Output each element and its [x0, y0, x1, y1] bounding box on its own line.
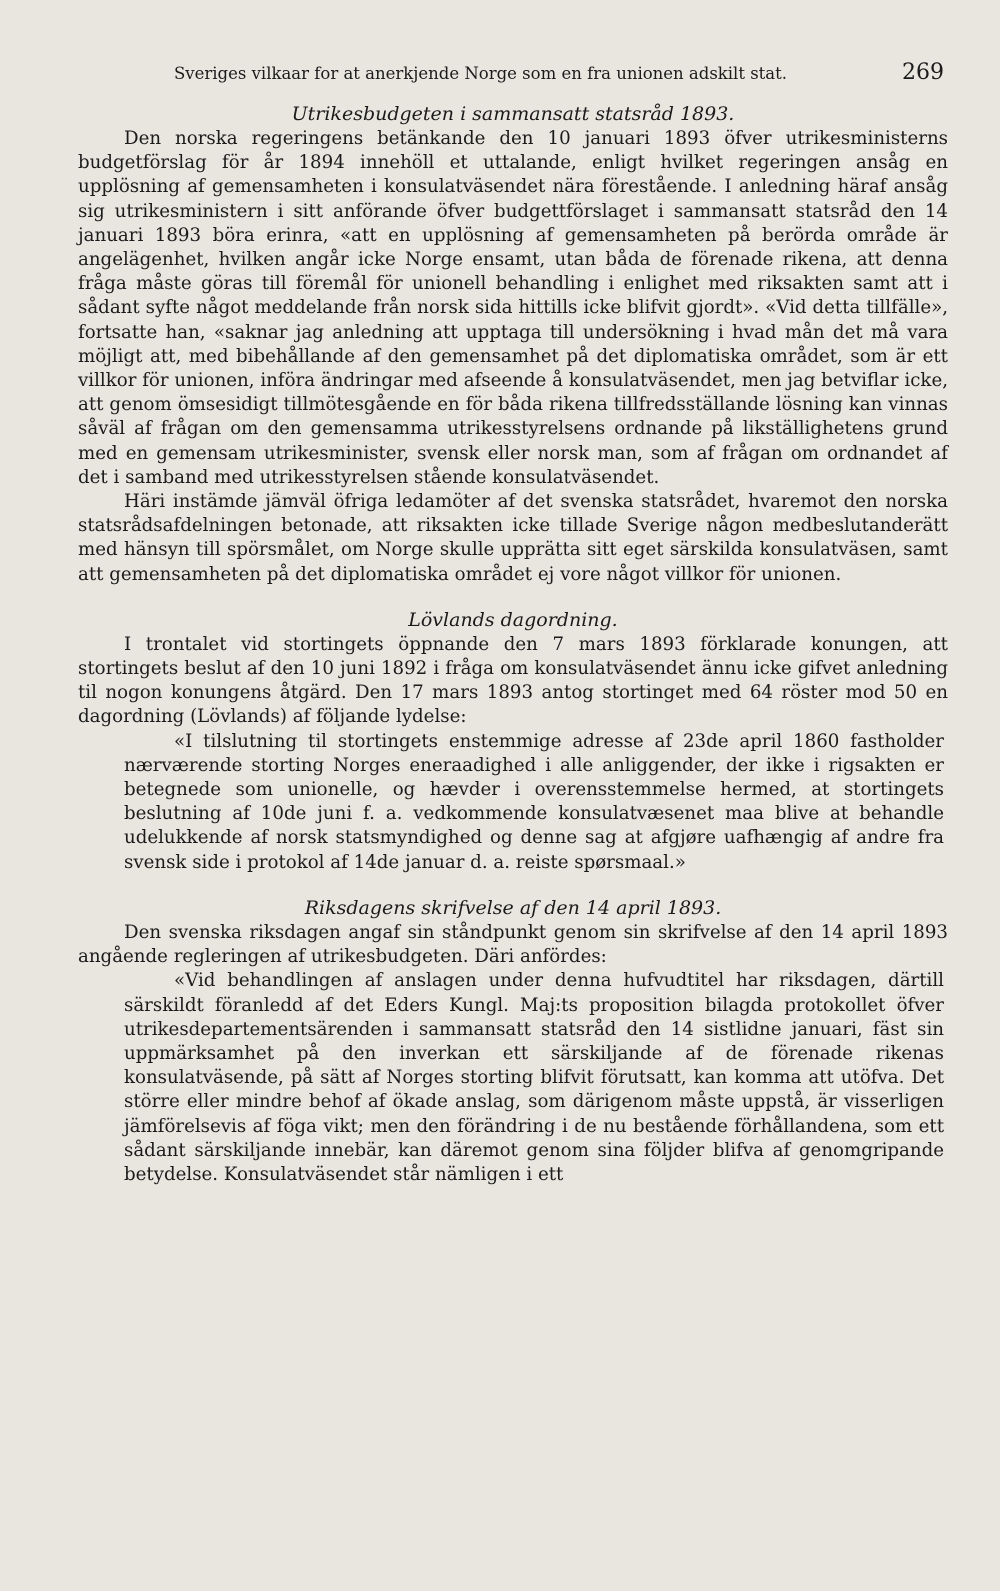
section-heading: Utrikesbudgeten i sammansatt statsråd 1893.: [291, 103, 735, 125]
running-title: Sveriges vilkaar for at anerkjende Norge som en fra unionen adskilt stat.: [174, 64, 788, 83]
section-utrikesbudgeten: [78, 103, 948, 587]
section-heading: Riksdagens skrifvelse af den 14 april 1893.: [304, 896, 722, 919]
paragraph: I trontalet vid stortingets öppnande den 7 mars 1893 förklarade konungen, att stortingets beslut af den 10 juni 1892 i fråga om konsulatväsendet ännu icke gifvet anledning til nogon konungens åtgärd. Den 17 mars 1893 antog stortinget med 64 röster mod 50 en dagordning (Lövlands) af följande lydelse:: [78, 633, 948, 728]
section-lovlands-dagordning: [78, 609, 948, 875]
paragraph: Den svenska riksdagen angaf sin ståndpunkt genom sin skrifvelse af den 14 april 1893 angående regleringen af utrikesbudgeten. Däri anfördes:: [78, 921, 948, 968]
block-quote: «Vid behandlingen af anslagen under denna hufvudtitel har riksdagen, därtill särskildt föranledd af det Eders Kungl. Maj:ts proposition bilagda protokollet öfver utrikesdepartementsärenden i sammansatt statsråd den 14 sistlidne januari, fäst sin uppmärksamhet på den inverkan ett särskiljande af de förenade rikenas konsulatväsende, på sätt af Norges storting blifvit förutsatt, kan komma att utöfva. Det större eller mindre behof af ökade anslag, som därigenom måste uppstå, är visserligen jämförelsevis af föga vikt; men den förändring i de nu bestående förhållandena, som ett sådant särskiljande innebär, kan däremot genom sina följder blifva af genomgripande betydelse. Konsulatväsendet står nämligen i ett: [124, 970, 944, 1185]
block-quote: «I tilslutning til stortingets enstemmige adresse af 23de april 1860 fastholder nærværende storting Norges eneraadighed i alle anliggender, der ikke i rigsakten er betegnede som unionelle, og hævder i overensstemmelse hermed, at stortingets beslutning af 10de juni f. a. vedkommende konsulatvæsenet maa blive at behandle udelukkende af norsk statsmyndighed og denne sag at afgjøre uafhængig af andre fra svensk side i protokol af 14de januar d. a. reiste spørsmaal.»: [124, 730, 944, 873]
section-riksdagens-skrifvelse: [78, 897, 948, 1187]
section-heading: Lövlands dagordning.: [408, 608, 618, 631]
paragraph: Den norska regeringens betänkande den 10 januari 1893 öfver utrikesministerns budgetförslag för år 1894 innehöll et uttalande, enligt hvilket regeringen ansåg en upplösning af gemensamheten i konsulatväsendet nära förestående. I anledning häraf ansåg sig utrikesministern i sitt anförande öfver budgettförslaget i sammansatt statsråd den 14 januari 1893 böra erinra, «att en upplösning af gemensamheten på berörda område är angelägenhet, hvilken angår icke Norge ensamt, utan båda de förenade rikena, att denna fråga måste göras till föremål för unionell behandling i enlighet med riksakten samt att i sådant syfte något meddelande från norsk sida hittills icke blifvit gjordt». «Vid detta tillfälle», fortsatte han, «saknar jag anledning att upptaga till undersökning i hvad mån det må vara möjligt att, med bibehållande af den gemensamhet på det diplomatiska området, som är ett villkor för unionen, införa ändringar med afseende å konsulatväsendet, men jag betviflar icke, att genom ömsesidigt tillmötesgående en för båda rikena tillfredsställande lösning kan vinnas såväl af frågan om den gemensamma utrikesstyrelsens ordnande på likställighetens grund med en gemensam utrikesminister, svensk eller norsk man, som af frågan om ordnandet af det i samband med utrikesstyrelsen stående konsulatväsendet.: [78, 128, 948, 488]
running-header: [174, 60, 944, 85]
paragraph: Häri instämde jämväl öfriga ledamöter af det svenska statsrådet, hvaremot den norska statsrådsafdelningen betonade, att riksakten icke tillade Sverige någon medbeslutanderätt med hänsyn till spörsmålet, om Norge skulle upprätta sitt eget särskilda konsulatväsen, samt att gemensamheten på det diplomatiska området ej vore något villkor för unionen.: [78, 491, 948, 585]
page-number: 269: [902, 60, 944, 85]
